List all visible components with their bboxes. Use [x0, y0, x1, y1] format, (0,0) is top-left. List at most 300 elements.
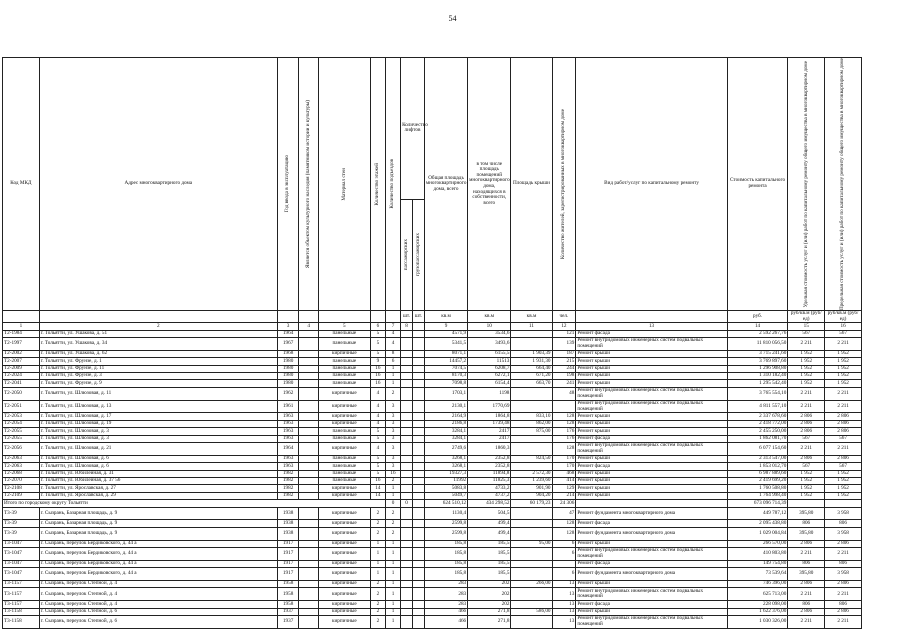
- cell-unit: 2 806: [788, 608, 825, 615]
- cell-prem: 4737,2: [468, 492, 511, 499]
- cell-mat: кирпичные: [318, 443, 370, 456]
- cell-lim: 1 952: [825, 470, 862, 477]
- cell-en: 3: [385, 413, 400, 420]
- cell-area: 8071,1: [424, 350, 467, 357]
- cell-area: 14457,2: [424, 358, 467, 365]
- cell-addr: г. Тольятти, ул. Ушакова, д. 51: [39, 330, 277, 337]
- table-row: [3, 330, 862, 337]
- cell-lim: 1 952: [825, 373, 862, 380]
- cell-roof: 671,20: [511, 373, 552, 380]
- cell-cost: 6 077 154,60: [727, 443, 788, 456]
- cell-year: 1980: [277, 365, 299, 372]
- cell-mat: панельные: [318, 358, 370, 365]
- cell-res: 128: [552, 420, 576, 427]
- cell-kod: Т2-2063: [3, 463, 40, 470]
- col-header-material: Материал стен: [318, 58, 370, 311]
- cell-res: 176: [552, 435, 576, 442]
- cell-res: [552, 560, 576, 567]
- cell-roof: 2 572,30: [511, 470, 552, 477]
- cell-fl: 2: [370, 601, 385, 608]
- cell-unit: 1 952: [788, 492, 825, 499]
- cell-fl: 5: [370, 470, 385, 477]
- cell-cost: 6 987 889,60: [727, 470, 788, 477]
- cell-year: 1963: [277, 463, 299, 470]
- cell-work: Ремонт фасада: [576, 520, 727, 527]
- cell-area: 1703,1: [424, 387, 467, 400]
- cell-res: 468: [552, 470, 576, 477]
- cell-addr: г. Сызрань, Базарная площадь, д. 9: [39, 507, 277, 520]
- cell-en: 1: [385, 540, 400, 547]
- cell-fl: 9: [370, 358, 385, 365]
- cell-unit: 2 211: [788, 588, 825, 601]
- cell-fl: 4: [370, 413, 385, 420]
- table-row: [3, 455, 862, 462]
- cell-unit: 2 806: [788, 420, 825, 427]
- cell-en: 2: [385, 520, 400, 527]
- cell-work: Ремонт фасада: [576, 601, 727, 608]
- col-header-residents: Количество жителей, зарегистрированных в многоквартирном доме: [552, 58, 576, 311]
- cell-addr: г. Тольятти, ул. Фрунзе, д. 1: [39, 358, 277, 365]
- cell-cost: 1 295 542,40: [727, 380, 788, 387]
- cell-fl: 1: [370, 548, 385, 561]
- cell-prem: 1739,48: [468, 420, 511, 427]
- total-row: Итого по городскому округу Тольятти 0 0 624 510,12 434 298,52 60 179,23 24 306 673 096 714,39: [3, 500, 862, 508]
- cell-kod: Т2-2068: [3, 470, 40, 477]
- cell-en: 1: [385, 365, 400, 372]
- cell-unit: 2 806: [788, 428, 825, 435]
- cell-fl: 2: [370, 520, 385, 527]
- cell-en: 3: [385, 435, 400, 442]
- cell-cost: 3 715 241,60: [727, 350, 788, 357]
- table-row: [3, 588, 862, 601]
- cell-cost: 1 622 376,00: [727, 608, 788, 615]
- cell-work: Ремонт фасада: [576, 330, 727, 337]
- cell-lim: 2 211: [825, 548, 862, 561]
- cell-kod: Т2-2050: [3, 387, 40, 400]
- cell-cost: 2 418 772,00: [727, 420, 788, 427]
- total-label: Итого по городскому округу Тольятти: [3, 500, 386, 508]
- cell-prem: 6272,1: [468, 373, 511, 380]
- cell-year: 1964: [277, 330, 299, 337]
- cell-cost: 4 811 557,10: [727, 400, 788, 413]
- cell-year: 1963: [277, 413, 299, 420]
- units-row: шт. шт. кв.м кв.м кв.м чел. руб. руб/кв.м (руб/ед) руб/кв.м (руб/ед): [3, 311, 862, 323]
- cell-roof: [511, 387, 552, 400]
- cell-kod: Т2-2024: [3, 373, 40, 380]
- cell-kod: Т2-1984: [3, 330, 40, 337]
- cell-res: [552, 400, 576, 413]
- cell-en: 3: [385, 463, 400, 470]
- table-row: [3, 380, 862, 387]
- cell-area: 3284,1: [424, 435, 467, 442]
- cell-unit: 395,80: [788, 507, 825, 520]
- cell-unit: 2 211: [788, 387, 825, 400]
- cell-roof: [511, 615, 552, 628]
- cell-mat: панельные: [318, 373, 370, 380]
- cell-en: 1: [385, 492, 400, 499]
- cell-prem: 271,8: [468, 615, 511, 628]
- cell-mat: панельные: [318, 435, 370, 442]
- cell-cost: 2 095 438,80: [727, 520, 788, 527]
- cell-roof: 824,50: [511, 455, 552, 462]
- cell-fl: 4: [370, 443, 385, 456]
- cell-cost: 1 296 908,80: [727, 365, 788, 372]
- cell-kod: Т2-2053: [3, 413, 40, 420]
- cell-prem: 2352,8: [468, 455, 511, 462]
- cell-work: Ремонт крыши: [576, 455, 727, 462]
- cell-en: 3: [385, 428, 400, 435]
- cell-unit: 2 211: [788, 400, 825, 413]
- cell-mat: кирпичные: [318, 492, 370, 499]
- cell-unit: 806: [788, 520, 825, 527]
- cell-addr: г. Сызрань, Базарная площадь, д. 9: [39, 520, 277, 527]
- cell-work: Ремонт крыши: [576, 485, 727, 492]
- cell-addr: г. Тольятти, ул. Шлюзовая, д. 17: [39, 413, 277, 420]
- cell-unit: 1 952: [788, 477, 825, 484]
- table-row: [3, 527, 862, 540]
- cell-unit: 2 806: [788, 581, 825, 588]
- col-header-entrances: Количество подъездов: [385, 58, 400, 311]
- cell-lim: 806: [825, 601, 862, 608]
- cell-addr: г. Тольятти, ул. Шлюзовая, д. 3: [39, 428, 277, 435]
- cell-prem: 6155,5: [468, 350, 511, 357]
- cell-work: Ремонт крыши: [576, 420, 727, 427]
- cell-unit: 1 952: [788, 485, 825, 492]
- cell-lim: 2 806: [825, 428, 862, 435]
- cell-work: Ремонт крыши: [576, 350, 727, 357]
- cell-roof: [511, 443, 552, 456]
- cell-kod: Т3-39: [3, 527, 40, 540]
- cell-prem: 504,5: [468, 507, 511, 520]
- column-number-row: 1 2 3 4 5 6 7 8 9 10 11 12 13 14 15 16: [3, 323, 862, 331]
- cell-area: 185,8: [424, 560, 467, 567]
- cell-addr: г. Сызрань, переулок Степной, д. 4: [39, 601, 277, 608]
- cell-fl: 4: [370, 400, 385, 413]
- cell-unit: 395,80: [788, 568, 825, 581]
- cell-lim: 1 952: [825, 358, 862, 365]
- cell-kod: Т3-1157: [3, 581, 40, 588]
- cell-fl: 1: [370, 540, 385, 547]
- cell-lim: 2 211: [825, 400, 862, 413]
- cell-roof: 664,40: [511, 365, 552, 372]
- col-header-work-type: Вид работ/услуг по капитальному ремонту: [576, 58, 727, 311]
- cell-year: 1963: [277, 420, 299, 427]
- cell-unit: 2 806: [788, 540, 825, 547]
- cell-addr: г. Тольятти, ул. Шлюзовая, д. 6: [39, 455, 277, 462]
- cell-lim: 1 952: [825, 350, 862, 357]
- cell-mat: кирпичные: [318, 350, 370, 357]
- cell-cost: 73 539,64: [727, 568, 788, 581]
- cell-work: Ремонт крыши: [576, 428, 727, 435]
- cell-addr: г. Тольятти, ул. Фрунзе, д. 9: [39, 380, 277, 387]
- cell-year: 1961: [277, 400, 299, 413]
- cell-en: 1: [385, 485, 400, 492]
- cell-res: 13: [552, 615, 576, 628]
- cell-year: 1980: [277, 358, 299, 365]
- cell-kod: Т3-39: [3, 507, 40, 520]
- cell-prem: 1860,3: [468, 443, 511, 456]
- cell-lim: 2 211: [825, 443, 862, 456]
- cell-addr: г. Сызрань, переулок Бердиковского, д. 44 а: [39, 568, 277, 581]
- cell-prem: 3493,6: [468, 338, 511, 351]
- cell-work: Ремонт фундамента многоквартирного дома: [576, 568, 727, 581]
- cell-addr: г. Тольятти, ул. Юбилейная, д. 31: [39, 470, 277, 477]
- cell-kod: Т2-2063: [3, 455, 40, 462]
- cell-year: 1917: [277, 560, 299, 567]
- cell-res: 241: [552, 380, 576, 387]
- cell-roof: [511, 400, 552, 413]
- cell-kod: Т3-1158: [3, 608, 40, 615]
- cell-area: 2130,1: [424, 400, 467, 413]
- cell-mat: кирпичные: [318, 507, 370, 520]
- cell-lim: 806: [825, 560, 862, 567]
- cell-prem: 6154,4: [468, 380, 511, 387]
- cell-addr: г. Тольятти, ул. Шлюзовая, д. 19: [39, 420, 277, 427]
- table-row: [3, 443, 862, 456]
- cell-year: 1967: [277, 338, 299, 351]
- cell-unit: 1 952: [788, 358, 825, 365]
- cell-res: 170: [552, 463, 576, 470]
- cell-res: 176: [552, 428, 576, 435]
- cell-mat: панельные: [318, 365, 370, 372]
- cell-unit: 567: [788, 330, 825, 337]
- cell-roof: [511, 601, 552, 608]
- cell-area: 283: [424, 588, 467, 601]
- table-header: [3, 58, 862, 331]
- table-row: [3, 373, 862, 380]
- cell-mat: кирпичные: [318, 413, 370, 420]
- cell-unit: 2 211: [788, 548, 825, 561]
- cell-cost: 449 787,12: [727, 507, 788, 520]
- cell-lim: 567: [825, 330, 862, 337]
- cell-unit: 2 806: [788, 413, 825, 420]
- cell-kod: Т2-2051: [3, 400, 40, 413]
- cell-en: 3: [385, 420, 400, 427]
- cell-unit: 2 211: [788, 338, 825, 351]
- cell-unit: 806: [788, 560, 825, 567]
- cell-work: Ремонт крыши: [576, 581, 727, 588]
- cell-prem: 2352,8: [468, 463, 511, 470]
- table-row: [3, 492, 862, 499]
- cell-addr: г. Тольятти, ул. Ярославская, д. 27: [39, 485, 277, 492]
- cell-addr: г. Тольятти, ул. Ярославская, д. 29: [39, 492, 277, 499]
- cell-addr: г. Тольятти, ул. Шлюзовая, д. 6: [39, 463, 277, 470]
- table-row: [3, 507, 862, 520]
- col-header-kod: Код МКД: [3, 58, 40, 311]
- cell-prem: 185,5: [468, 560, 511, 567]
- cell-addr: г. Сызрань, переулок Степной, д. 4: [39, 588, 277, 601]
- col-header-area-premises: в том числе площадь помещений многоквартирного дома, находящихся в собственности, всего: [468, 58, 511, 311]
- cell-unit: 567: [788, 435, 825, 442]
- cell-mat: кирпичные: [318, 588, 370, 601]
- cell-roof: [511, 463, 552, 470]
- cell-lim: 2 211: [825, 387, 862, 400]
- cell-work: Ремонт фасада: [576, 560, 727, 567]
- cell-area: 11992: [424, 477, 467, 484]
- cell-lim: 2 211: [825, 338, 862, 351]
- cell-prem: 271,8: [468, 608, 511, 615]
- col-header-cost: Стоимость капитального ремонта: [727, 58, 788, 311]
- cell-fl: 16: [370, 373, 385, 380]
- cell-work: Ремонт фундамента многоквартирного дома: [576, 507, 727, 520]
- cell-year: 1958: [277, 581, 299, 588]
- cell-unit: 567: [788, 463, 825, 470]
- cell-area: 2164,9: [424, 413, 467, 420]
- cell-work: Ремонт внутридомовых инженерных систем подвальных помещений: [576, 338, 727, 351]
- cell-mat: панельные: [318, 477, 370, 484]
- cell-kod: Т2-2054: [3, 420, 40, 427]
- cell-en: 1: [385, 615, 400, 628]
- cell-res: 6: [552, 548, 576, 561]
- cell-en: 3: [385, 400, 400, 413]
- cell-fl: 2: [370, 527, 385, 540]
- cell-en: 2: [385, 387, 400, 400]
- cell-work: Ремонт крыши: [576, 358, 727, 365]
- cell-en: 2: [385, 477, 400, 484]
- cell-res: 13: [552, 608, 576, 615]
- cell-mat: кирпичные: [318, 520, 370, 527]
- col-header-cultural: Является объектом культурного наследия (памятником истории и культуры): [299, 58, 318, 311]
- table-row: [3, 601, 862, 608]
- cell-lim: 1 952: [825, 365, 862, 372]
- cell-work: Ремонт крыши: [576, 492, 727, 499]
- cell-res: 13: [552, 601, 576, 608]
- cell-lim: 1 952: [825, 477, 862, 484]
- cell-cost: 228 098,00: [727, 601, 788, 608]
- cell-fl: 4: [370, 387, 385, 400]
- table-row: [3, 350, 862, 357]
- cell-work: Ремонт крыши: [576, 413, 727, 420]
- cell-work: Ремонт фасада: [576, 463, 727, 470]
- cell-prem: 2417: [468, 428, 511, 435]
- cell-res: 244: [552, 365, 576, 372]
- cell-lim: 567: [825, 435, 862, 442]
- col-header-floors: Количество этажей: [370, 58, 385, 311]
- cell-roof: 1 903,39: [511, 350, 552, 357]
- cell-work: Ремонт крыши: [576, 365, 727, 372]
- cell-cost: 1 764 998,40: [727, 492, 788, 499]
- cell-mat: кирпичные: [318, 540, 370, 547]
- cell-unit: 1 952: [788, 470, 825, 477]
- cell-mat: кирпичные: [318, 485, 370, 492]
- cell-work: Ремонт крыши: [576, 477, 727, 484]
- cell-addr: г. Тольятти, ул. Шлюзовая, д. 21: [39, 443, 277, 456]
- cell-res: 6: [552, 568, 576, 581]
- cell-res: 187: [552, 350, 576, 357]
- cell-roof: [511, 548, 552, 561]
- cell-year: 1963: [277, 455, 299, 462]
- cell-area: 5341,5: [424, 338, 467, 351]
- cell-roof: 875,00: [511, 428, 552, 435]
- col-header-unit-cost: Удельная стоимость услуг и (или) работ по капитальному ремонту общего имущества в многоквартирном доме: [788, 58, 825, 311]
- col-header-year: Год ввода в эксплуатацию: [277, 58, 299, 311]
- table-row: [3, 615, 862, 628]
- cell-area: 185,8: [424, 548, 467, 561]
- cell-lim: 3 958: [825, 568, 862, 581]
- cell-mat: панельные: [318, 330, 370, 337]
- cell-en: 8: [385, 350, 400, 357]
- cell-area: 3268,1: [424, 463, 467, 470]
- cell-addr: г. Сызрань, переулок Бердиковского, д. 44 а: [39, 548, 277, 561]
- cell-work: Ремонт крыши: [576, 608, 727, 615]
- col-header-address: Адрес многоквартирного дома: [39, 58, 277, 311]
- cell-mat: кирпичные: [318, 400, 370, 413]
- cell-area: 185,8: [424, 568, 467, 581]
- cell-cost: 149 754,80: [727, 560, 788, 567]
- cell-work: Ремонт внутридомовых инженерных систем подвальных помещений: [576, 588, 727, 601]
- cell-lim: 3 958: [825, 527, 862, 540]
- cell-mat: кирпичные: [318, 560, 370, 567]
- cell-kod: Т2-1997: [3, 338, 40, 351]
- cell-en: 2: [385, 527, 400, 540]
- cell-prem: 2417: [468, 435, 511, 442]
- cell-lim: 1 952: [825, 485, 862, 492]
- cell-work: Ремонт внутридомовых инженерных систем подвальных помещений: [576, 615, 727, 628]
- cell-en: 1: [385, 568, 400, 581]
- cell-res: 128: [552, 527, 576, 540]
- cell-roof: 1 931,30: [511, 358, 552, 365]
- cell-mat: панельные: [318, 463, 370, 470]
- cell-fl: 2: [370, 608, 385, 615]
- col-header-area-total: Общая площадь многоквартирного дома, всего: [424, 58, 467, 311]
- table-row: [3, 365, 862, 372]
- table-row: [3, 358, 862, 365]
- cell-mat: панельные: [318, 470, 370, 477]
- cell-area: 5083,8: [424, 485, 467, 492]
- cell-area: 7074,5: [424, 365, 467, 372]
- cell-res: 139: [552, 338, 576, 351]
- cell-addr: г. Сызрань, переулок Бердиковского, д. 44 а: [39, 540, 277, 547]
- cell-fl: 16: [370, 365, 385, 372]
- cell-area: 283: [424, 581, 467, 588]
- cell-cost: 11 810 056,50: [727, 338, 788, 351]
- cell-roof: [511, 527, 552, 540]
- cell-unit: 2 211: [788, 443, 825, 456]
- cell-work: Ремонт крыши: [576, 470, 727, 477]
- cell-cost: 266 570,00: [727, 540, 788, 547]
- cell-mat: кирпичные: [318, 581, 370, 588]
- cell-mat: кирпичные: [318, 608, 370, 615]
- cell-roof: [511, 507, 552, 520]
- table-row: [3, 560, 862, 567]
- table-row: [3, 413, 862, 420]
- cell-area: 185,8: [424, 540, 467, 547]
- cell-cost: 2 592 267,76: [727, 330, 788, 337]
- cell-res: 13: [552, 581, 576, 588]
- cell-year: 1938: [277, 520, 299, 527]
- cell-en: 4: [385, 330, 400, 337]
- table-body-togliatti: [3, 330, 862, 499]
- table-row: [3, 400, 862, 413]
- cell-year: 1937: [277, 608, 299, 615]
- cell-kod: Т2-2055: [3, 428, 40, 435]
- cell-area: 8170,3: [424, 373, 467, 380]
- cell-prem: 185,5: [468, 568, 511, 581]
- cell-kod: Т3-39: [3, 520, 40, 527]
- cell-addr: г. Тольятти, ул. Юбилейная, д. 37 56: [39, 477, 277, 484]
- cell-kod: Т2-2041: [3, 380, 40, 387]
- cell-fl: 1: [370, 560, 385, 567]
- cell-addr: г. Тольятти, ул. Ушакова, д. 62: [39, 350, 277, 357]
- cell-work: Ремонт внутридомовых инженерных систем подвальных помещений: [576, 443, 727, 456]
- cell-area: 2186,8: [424, 420, 467, 427]
- cell-lim: 1 952: [825, 380, 862, 387]
- cell-en: 6: [385, 358, 400, 365]
- cell-roof: [511, 338, 552, 351]
- cell-prem: 499,4: [468, 527, 511, 540]
- cell-prem: 4733,2: [468, 485, 511, 492]
- cell-fl: 16: [370, 477, 385, 484]
